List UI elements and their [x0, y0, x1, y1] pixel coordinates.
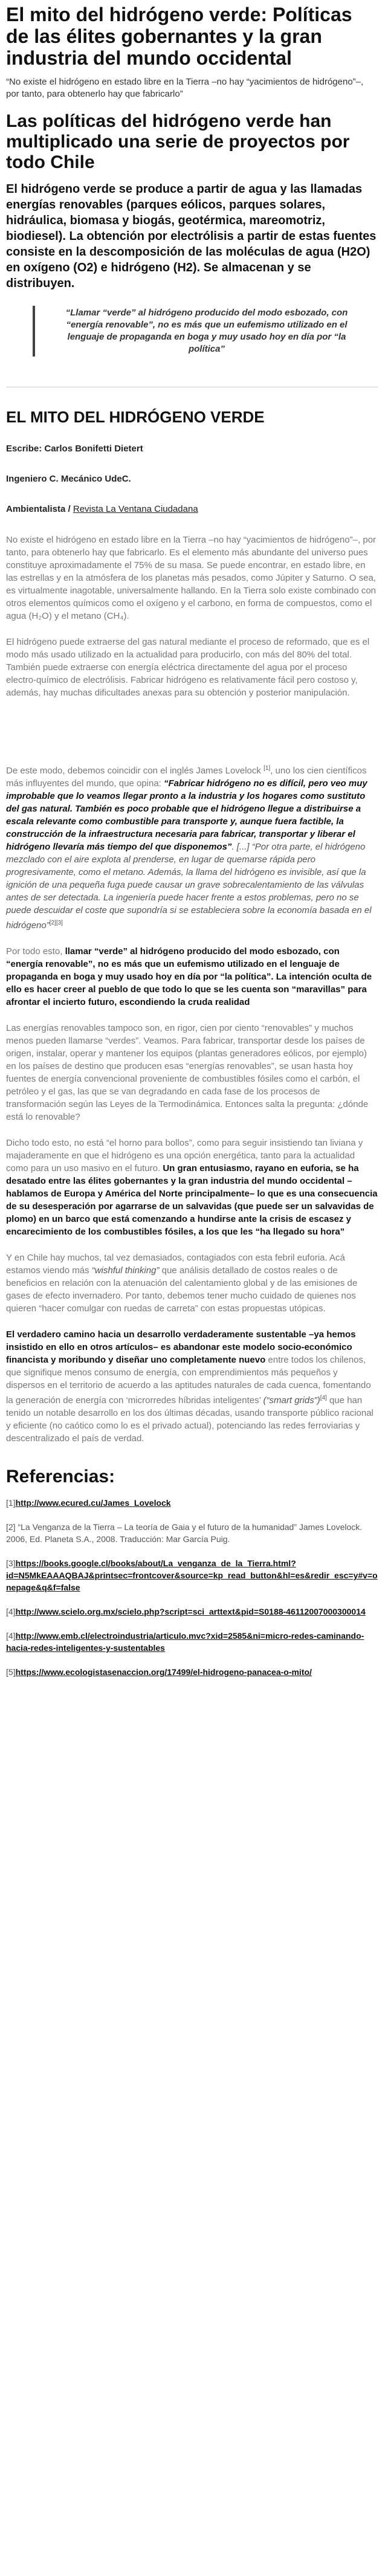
reference-item	[6, 1557, 378, 1593]
reference-number: [5]	[6, 1667, 16, 1677]
article-title: EL MITO DEL HIDRÓGENO VERDE	[6, 408, 265, 426]
paragraph-8	[6, 1328, 378, 1445]
reference-link[interactable]: http://www.scielo.org.mx/scielo.php?script=sci_arttext&pid=S0188-46112007000300014	[15, 1607, 366, 1616]
ref-link-2-3[interactable]: [2][3]	[49, 920, 63, 926]
spacer	[6, 712, 378, 762]
p6-intro: Dicho todo esto, no está “el horno para bollos”, como para seguir insistiendo tan liviana y majaderamente en que el hidrógeno es una opción energética, tanto para la actualidad como para un uso masivo en el futuro.	[6, 1138, 363, 1173]
lovelock-quote: “Fabricar hidrógeno no es difícil, pero veo muy improbable que lo veamos llegar pronto a la industria y los hogares como sustituto del gas natural. También es poco probable que el hidrógeno llegue a distribuirse a escala relevante como combustible para transporte y, aunque fuera factible, la construcción de la infraestructura necesaria para fabricar, transportar y liberar el hidrógeno llevaría más tiempo del que disponemos”	[6, 778, 367, 852]
p8-bold: El verdadero camino hacia un desarrollo verdaderamente sustentable –ya hemos insistido en ello en otros artículos– es abandonar este modelo socio-económico financista y moribundo y diseñar uno completamente nuevo	[6, 1329, 356, 1365]
reference-text: “La Venganza de la Tierra – La teoría de Gaia y el futuro de la humanidad” James Lovelock. 2006, Ed. Planeta S.A., 2008. Traducción: Mar García Puig.	[6, 1522, 363, 1544]
p3-intro: De este modo, debemos coincidir con el inglés James Lovelock	[6, 766, 264, 776]
reference-number: [3]	[6, 1558, 16, 1568]
reference-item	[6, 1606, 378, 1618]
reference-number: [4]	[6, 1631, 16, 1641]
reference-item	[6, 1497, 378, 1509]
ref-link-1[interactable]: [1]	[264, 765, 271, 772]
paragraph-4	[6, 945, 378, 1009]
p7-rest: que análisis detallado de costos reales o de beneficios en relación con la atenuación del calentamiento global y de las emisiones de gases de efecto invernadero. Por tanto, debemos tener mucho cuidado de quienes nos quieren “hacer comulgar con ruedas de carreta” con estas propuestas utópicas.	[6, 1265, 358, 1314]
reference-item	[6, 1630, 378, 1654]
paragraph-6	[6, 1137, 378, 1238]
paragraph-3	[6, 762, 378, 932]
p8-italic: (“smart grids”)	[263, 1395, 320, 1406]
lovelock-quote-tail: . [...] “Por otra parte, el hidrógeno mezclado con el aire explota al prenderse, en lugar de quemarse rápida pero progresivamente, como el metano. Además, la llama del hidrógeno es invisible, así que la ignición de una pequeña fuga puede causar un grave sobrecalentamiento de las válvulas antes de ser detectada. La ingeniería puede hacer frente a estos problemas, pero no se puede descuidar el coste que supondría si se estableciera sobre la economía basada en el hidrógeno”	[6, 842, 372, 931]
p8-end: que han tenido un notable desarrollo en los dos últimas décadas, usando transporte público racional y eficiente (no caótico como lo es el privado actual), potenciando las redes ferroviarias y descentralizado el país de verdad.	[6, 1395, 373, 1444]
paragraph-1: No existe el hidrógeno en estado libre en la Tierra –no hay “yacimientos de hidrógeno”–, por tanto, para obtenerlo hay que fabricarlo. Es el elemento más abundante del universo pues constituye aproximadamente el 75% de su masa. Se puede encontrar, en estado libre, en las estrellas y en la atmósfera de los planetas más pesados, como Júpiter y Saturno. O sea, es virtualmente inagotable, universalmente hallando. En la Tierra solo existe combinado con otros elementos químicos como el oxígeno y el carbono, en forma de compuestos, como el agua (H₂O) y el metano (CH₄).	[6, 535, 377, 621]
pull-quote	[33, 306, 360, 357]
section-title: Las políticas del hidrógeno verde han multiplicado una serie de proyectos por todo Chile	[6, 111, 350, 172]
reference-link[interactable]: http://www.ecured.cu/James_Lovelock	[15, 1498, 171, 1508]
lead-paragraph: El hidrógeno verde se produce a partir de agua y las llamadas energías renovables (parques eólicos, parques solares, hidráulica, biomasa y biogás, geotérmica, mareomotriz, biodiesel). La obtención por electrólisis a partir de estas fuentes consiste en la descomposición de las moléculas de agua (H2O) en oxígeno (O2) e hidrógeno (H2). Se almacenan y se distribuyen.	[6, 182, 377, 290]
reference-item	[6, 1666, 378, 1678]
p4-bold: llamar “verde” al hidrógeno producido del modo esbozado, con “energía renovable”, no es más que un eufemismo utilizado en el lenguaje de propaganda en boga y muy usado hoy en día por “la política”. La intención oculta de ello es hacer creer al pueblo de que todo lo que se les cuenta son “maravillas” para afrontar el incierto futuro, escondiendo la cruda realidad	[6, 946, 372, 1007]
affiliation-prefix: Ambientalista /	[6, 504, 73, 514]
paragraph-5: Las energías renovables tampoco son, en rigor, cien por ciento “renovables” y muchos menos pueden llamarse “verdes”. Veamos. Para fabricar, transportar desde los países de origen, instalar, operar y mantener los equipos (plantas generadores eólicos, por ejemplo) en los países de destino que producen esas “energías renovables”, se usan hasta hoy fuentes de energía convencional proveniente de combustibles fósiles como el carbón, el petróleo y el gas, las que se van degradando en cada fase de los procesos de transformación según las Leyes de la Termodinámica. Entonces salta la pregunta: ¿dónde está lo renovable?	[6, 1023, 369, 1122]
paragraph-2: El hidrógeno puede extraerse del gas natural mediante el proceso de reformado, que es el modo más usado utilizado en la actualidad para producirlo, con más del 80% del total. También puede extraerse con energía eléctrica directamente del agua por el proceso electro-químico de electrólisis. Fabricar hidrógeno es relativamente fácil pero costoso y, además, hay muchas dificultades anexas para su obtención y posterior manipulación.	[6, 637, 370, 698]
author-role: Ingeniero C. Mecánico UdeC.	[6, 474, 131, 484]
p6-bold: Un gran entusiasmo, rayano en euforia, se ha desatado entre las élites gobernantes y la gran industria del mundo occidental –hablamos de Europa y América del Norte principalmente– lo que es una consecuencia de su desesperación por agarrarse de un salvavidas (que puede ser un salvavidas de plomo) en un barco que está comenzando a hundirse ante la crisis de escasez y encarecimiento de los combustibles fósiles, a los que les “ha llegado su hora”	[6, 1163, 378, 1237]
reference-number: [2]	[6, 1522, 16, 1532]
reference-item	[6, 1521, 378, 1545]
author-line: Escribe: Carlos Bonifetti Dietert	[6, 444, 143, 454]
page-subtitle: “No existe el hidrógeno en estado libre en la Tierra –no hay “yacimientos de hidrógeno”–, por tanto, para obtenerlo hay que fabricarlo”	[6, 77, 364, 99]
p7-italic: “wishful thinking”	[91, 1265, 160, 1276]
paragraph-7	[6, 1251, 378, 1315]
author-affiliation	[6, 503, 378, 515]
references-title: Referencias:	[6, 1467, 115, 1487]
affiliation-link[interactable]: Revista La Ventana Ciudadana	[73, 504, 198, 514]
reference-number: [1]	[6, 1498, 16, 1508]
reference-link[interactable]: https://www.ecologistasenaccion.org/17499/el-hidrogeno-panacea-o-mito/	[15, 1667, 312, 1677]
p4-intro: Por todo esto,	[6, 946, 65, 957]
p3-mid: , uno los cien científicos más influyentes del mundo, que opina:	[6, 766, 367, 789]
ref-link-4[interactable]: [4]	[320, 1395, 327, 1401]
reference-link[interactable]: https://books.google.cl/books/about/La_venganza_de_la_Tierra.html?id=N5MkEAAAQBAJ&printsec=frontcover&source=kp_read_button&hl=es&redir_esc=y#v=onepage&q&f=false	[6, 1558, 378, 1592]
p8-rest: entre todos los chilenos, que signifique menos consumo de energía, con emprendimientos más pequeños y dispersos en el territorio de acuerdo a las aptitudes naturales de cada cuenca, fomentando la generación de energía con ‘microrredes híbridas inteligentes’	[6, 1355, 371, 1406]
reference-number: [4]	[6, 1607, 16, 1616]
reference-link[interactable]: http://www.emb.cl/electroindustria/articulo.mvc?xid=2585&ni=micro-redes-caminando-hacia-redes-inteligentes-y-sustentables	[6, 1631, 364, 1653]
pull-quote-text: “Llamar “verde” al hidrógeno producido del modo esbozado, con “energía renovable”, no es más que un eufemismo utilizado en el lenguaje de propaganda en boga y muy usado hoy en día por “la política”	[65, 308, 348, 354]
page-title: El mito del hidrógeno verde: Políticas de las élites gobernantes y la gran industria del mundo occidental	[6, 4, 352, 69]
p7-intro: Y en Chile hay muchos, tal vez demasiados, contagiados con esta febril euforia. Acá estamos viendo más	[6, 1253, 345, 1276]
